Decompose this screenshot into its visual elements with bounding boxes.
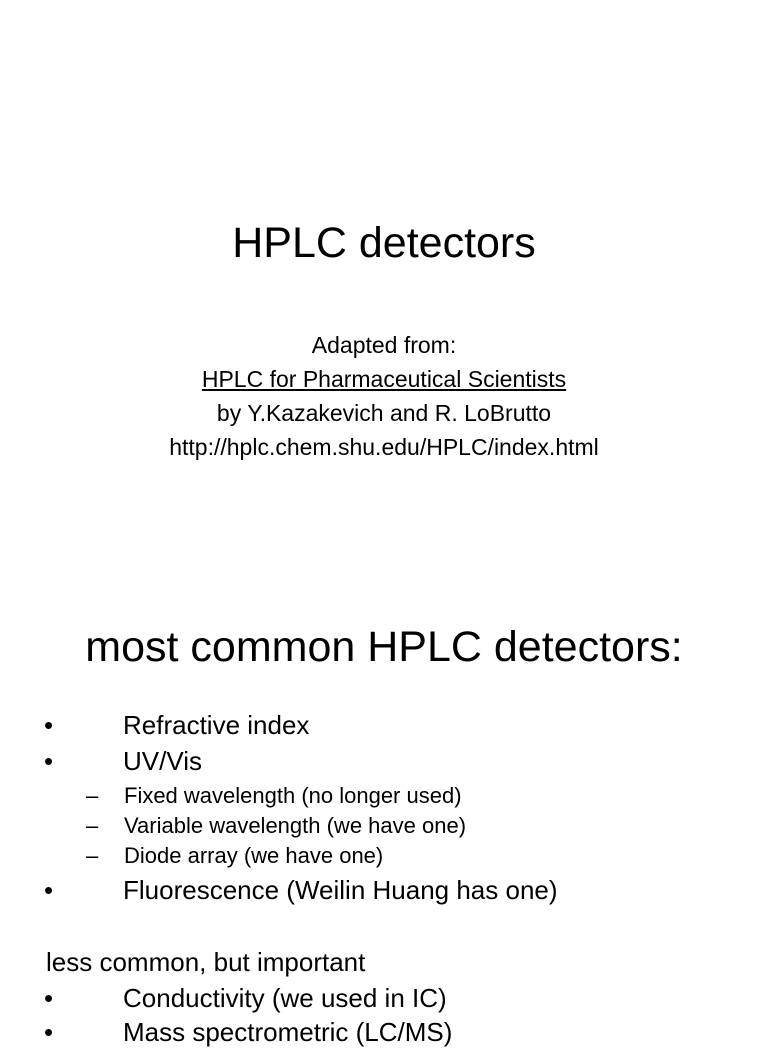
detectors-slide	[0, 560, 768, 1047]
credits-block	[0, 328, 768, 464]
authors-line: by Y.Kazakevich and R. LoBrutto	[216, 400, 552, 426]
sub-list-item-text: Diode array (we have one)	[124, 843, 384, 868]
list-item	[0, 708, 768, 742]
list-item	[0, 873, 768, 907]
list-item	[0, 981, 768, 1015]
slide-heading: most common HPLC detectors:	[85, 623, 683, 671]
dash-mark: –	[86, 783, 99, 808]
list-item	[0, 1015, 768, 1049]
sub-list-item	[0, 781, 768, 811]
bullet-mark: •	[44, 746, 54, 776]
book-title-link[interactable]: HPLC for Pharmaceutical Scientists	[201, 366, 567, 392]
list-item-text: Fluorescence (Weilin Huang has one)	[123, 875, 558, 905]
list-item-text: UV/Vis	[123, 746, 202, 776]
slide-title: HPLC detectors	[232, 219, 536, 267]
list-item	[0, 744, 768, 778]
bullet-mark: •	[44, 1017, 54, 1047]
adapted-from-label: Adapted from:	[311, 332, 457, 358]
list-item-text: Conductivity (we used in IC)	[123, 983, 447, 1013]
sub-list-item-text: Fixed wavelength (no longer used)	[124, 783, 462, 808]
sub-list-item-text: Variable wavelength (we have one)	[124, 813, 467, 838]
sub-list-item	[0, 841, 768, 871]
bullet-mark: •	[44, 983, 54, 1013]
list-item-text: Refractive index	[123, 710, 310, 740]
list-item-text: Mass spectrometric (LC/MS)	[123, 1017, 453, 1047]
less-common-label: less common, but important	[46, 947, 366, 977]
bullet-mark: •	[44, 710, 54, 740]
dash-mark: –	[86, 813, 99, 838]
dash-mark: –	[86, 843, 99, 868]
bullet-mark: •	[44, 875, 54, 905]
sub-list-item	[0, 811, 768, 841]
source-url-link[interactable]: http://hplc.chem.shu.edu/HPLC/index.html	[169, 434, 599, 460]
